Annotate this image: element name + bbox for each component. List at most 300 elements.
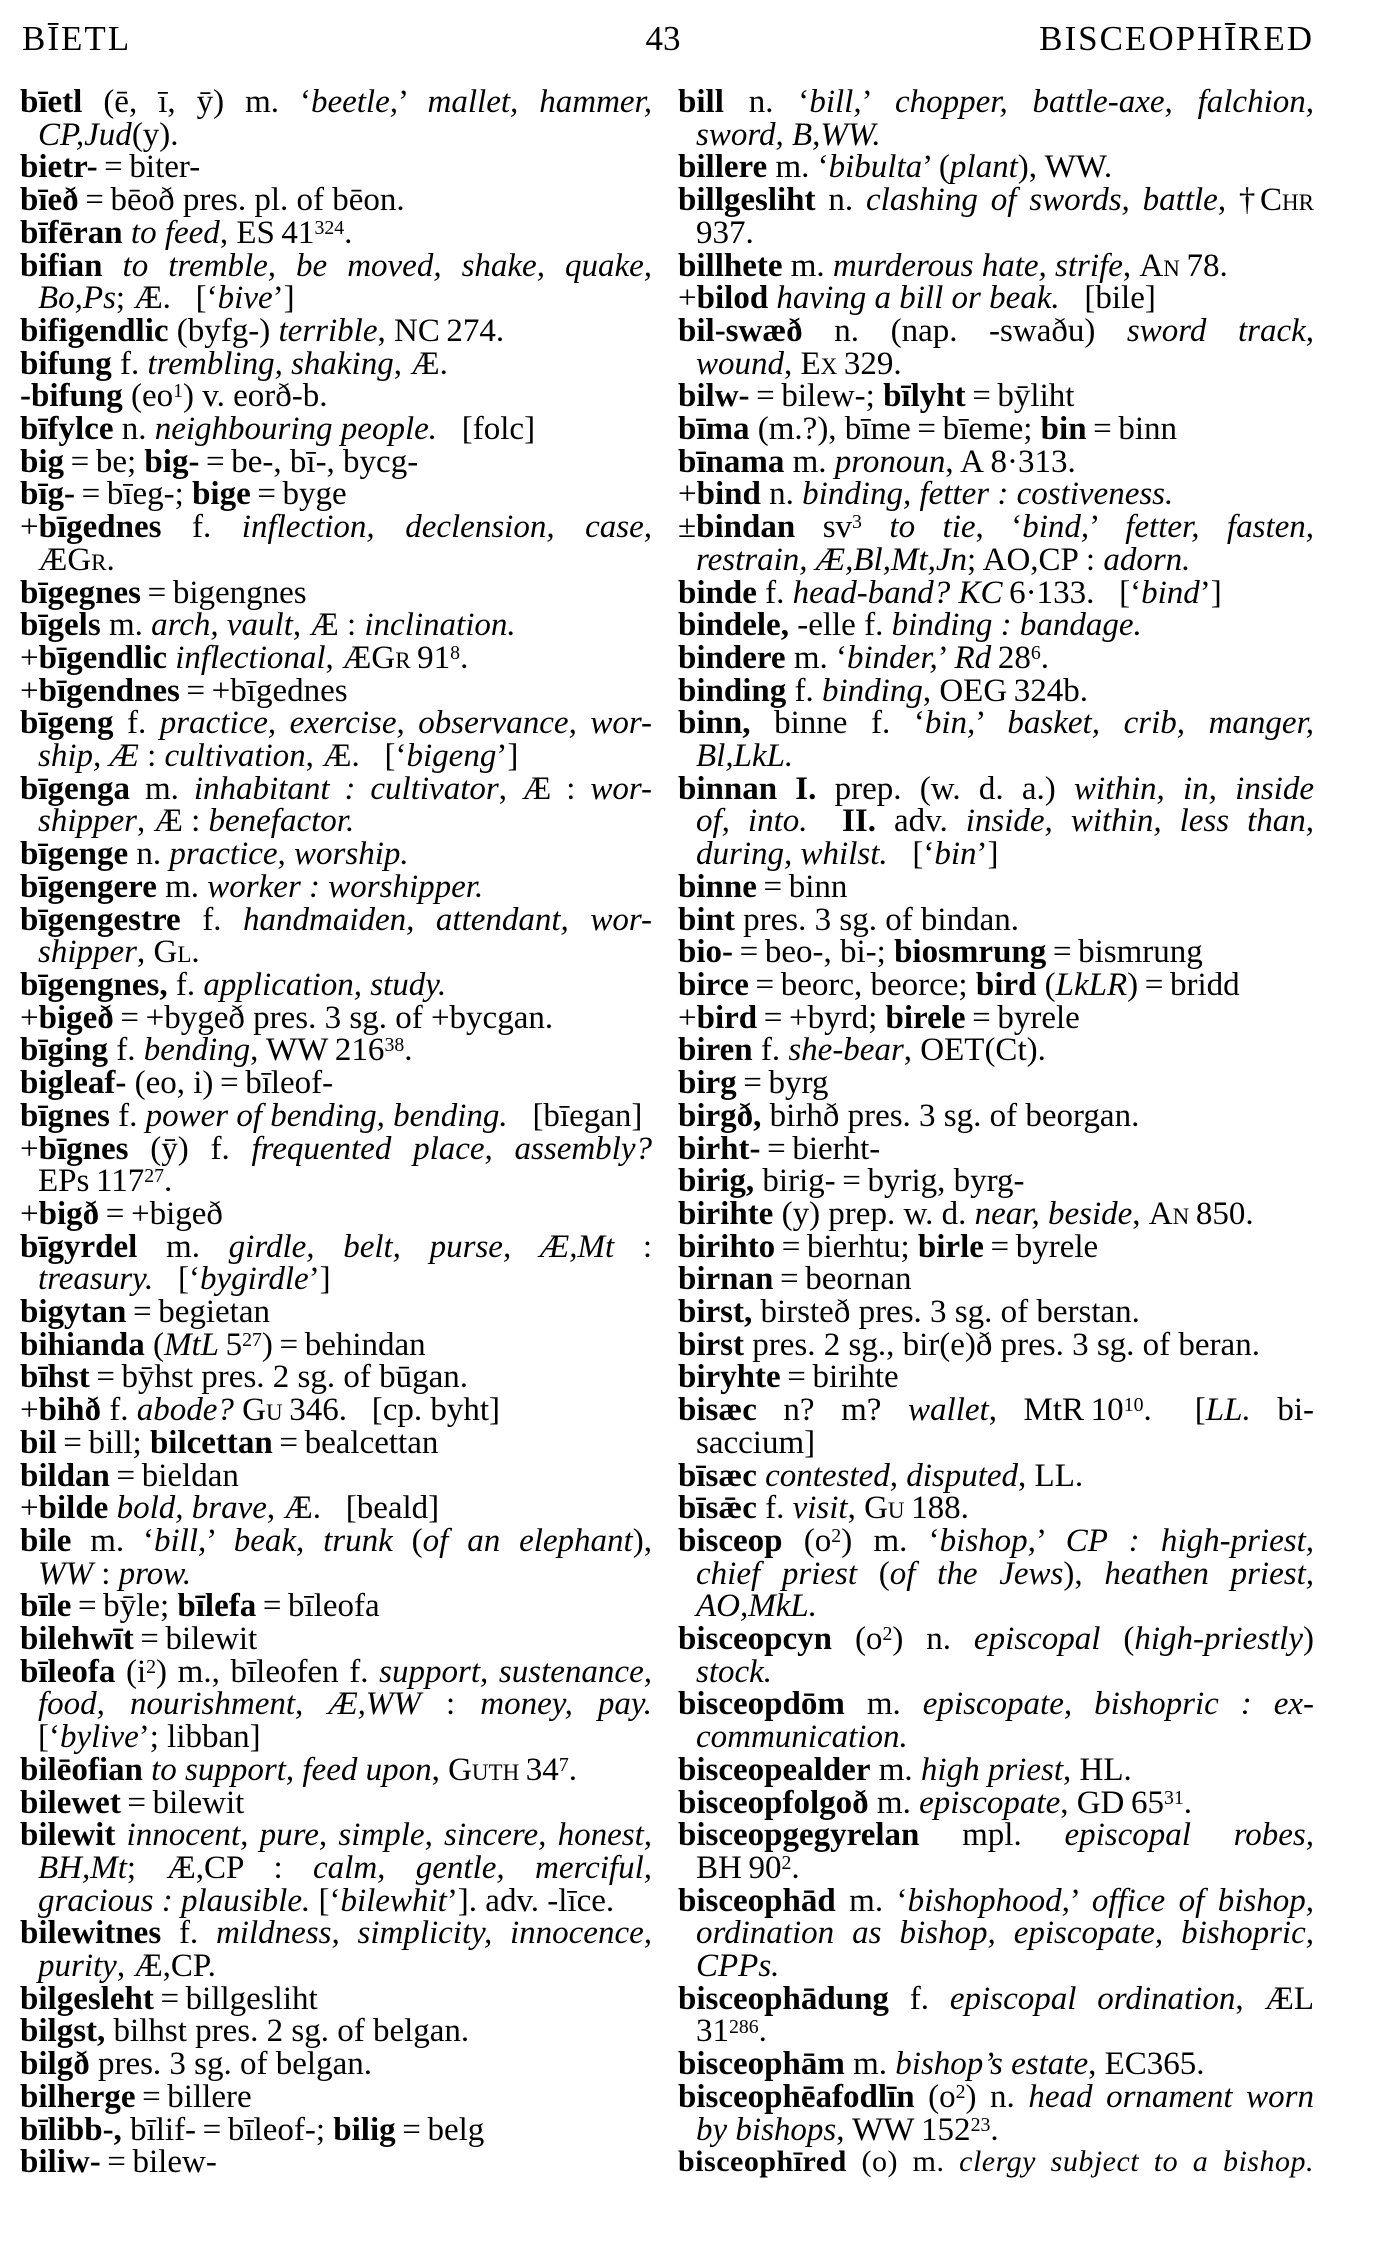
entry-text: , OET(Ct). xyxy=(903,1032,1046,1069)
entry-text: f. xyxy=(756,574,793,611)
definition: plant xyxy=(949,149,1018,186)
definition: chief priest xyxy=(696,1555,858,1592)
entry-text: . xyxy=(990,2111,999,2148)
entry-first-line xyxy=(678,966,1314,1003)
headword: bīgengestre xyxy=(20,901,181,938)
entry-first-line xyxy=(678,151,1314,184)
entry-first-line xyxy=(20,901,652,938)
definition: episcopal ordination xyxy=(949,1980,1236,2017)
dictionary-entry xyxy=(20,1751,652,1788)
definition: cultivation xyxy=(164,738,306,775)
entry-text: , Æ : xyxy=(498,770,591,807)
source-abbreviation: Gu xyxy=(864,1490,905,1527)
superscript-number: 2 xyxy=(146,1655,157,1678)
dictionary-entry xyxy=(678,1623,1314,1688)
headword: biryhte xyxy=(678,1359,781,1396)
entry-first-line xyxy=(20,966,652,1003)
entry-text: f. xyxy=(113,705,160,742)
dictionary-entry xyxy=(20,1228,653,1298)
entry-text: (ē, ī, ȳ) m. ‘ xyxy=(82,84,311,120)
entry-first-line xyxy=(20,86,652,119)
bold-term: birele xyxy=(885,999,966,1036)
entry-text: ’ xyxy=(1069,1882,1092,1919)
entry-text: ’] xyxy=(976,836,999,873)
entry-first-line xyxy=(678,901,1314,938)
dictionary-entry xyxy=(20,443,652,480)
entry-text: ) n. xyxy=(965,2078,1029,2115)
dictionary-entry xyxy=(20,1067,652,1100)
definition: Bl,LkL. xyxy=(696,738,794,775)
entry-text: = biter- xyxy=(97,149,201,186)
headword: birgð, xyxy=(678,1097,762,1134)
entry-text: n. xyxy=(760,476,803,513)
dictionary-entry xyxy=(678,1034,1314,1067)
entry-first-line xyxy=(678,86,1314,119)
headword: bīma xyxy=(678,411,750,448)
definition: bibulta xyxy=(828,149,923,186)
entry-text: ’ ( xyxy=(922,149,950,186)
dictionary-entry xyxy=(678,901,1314,938)
headword: bildan xyxy=(20,1457,110,1494)
entry-text: EPs 117 xyxy=(38,1163,145,1200)
bold-term: bīlyht xyxy=(883,378,966,415)
headword: bilehwīt xyxy=(20,1621,134,1658)
definition: mildness, simplicity, innocence, xyxy=(215,1915,652,1952)
dictionary-entry xyxy=(20,1034,652,1067)
definition: episcopal robes, xyxy=(1064,1817,1314,1854)
bold-term: bilcettan xyxy=(149,1424,273,1461)
headword: birig, xyxy=(678,1163,755,1200)
headword: bisceophīred xyxy=(678,2145,847,2179)
entry-text: = bȳliht xyxy=(965,378,1075,415)
entry-text: = +bīgednes xyxy=(179,672,348,709)
entry-text: , ÆL xyxy=(1235,1980,1314,2017)
dictionary-entry xyxy=(678,2146,1314,2179)
entry-first-line xyxy=(678,1623,1314,1656)
source-abbreviation: Ex xyxy=(800,345,838,382)
headword: bilewet xyxy=(20,1784,121,1821)
entry-continuation-line xyxy=(20,541,652,578)
definition: bishop’s estate xyxy=(895,2046,1089,2083)
headword: birihte xyxy=(678,1195,774,1232)
entry-continuation-line xyxy=(678,345,1314,382)
entry-text: = beorc, beorce; xyxy=(748,966,976,1003)
entry-text: n. (nap. -swaðu) xyxy=(802,312,1127,349)
entry-text: ) v. eorð-b. xyxy=(183,378,328,415)
entry-continuation-line xyxy=(678,838,1314,871)
bold-term: bin xyxy=(1040,411,1087,448)
entry-text: 5 xyxy=(219,1326,243,1363)
entry-text: = bieldan xyxy=(109,1457,239,1494)
headword: bisceopdōm xyxy=(678,1686,845,1723)
entry-text: ), xyxy=(1063,1555,1105,1592)
dictionary-entry xyxy=(20,1195,652,1232)
entry-first-line xyxy=(678,1263,1314,1296)
superscript-number: 7 xyxy=(558,1753,569,1776)
superscript-number: 324 xyxy=(314,216,345,239)
definition: to tremble, be moved, shake, quake, xyxy=(102,247,652,284)
dictionary-entry xyxy=(678,1195,1314,1232)
entry-text: , HL. xyxy=(1063,1751,1132,1788)
entry-text: ( xyxy=(144,1326,164,1363)
definition: gracious : plausible. xyxy=(38,1882,311,1919)
entry-text: ’ xyxy=(206,1522,234,1559)
definition: of, into. xyxy=(696,803,808,840)
headword: bīgendnes xyxy=(38,672,180,709)
definition: terrible xyxy=(278,312,378,349)
definition: BH,Mt xyxy=(38,1849,127,1886)
dictionary-entry xyxy=(678,1228,1314,1265)
definition: WW xyxy=(38,1555,93,1592)
entry-text: m. xyxy=(870,1751,921,1788)
entry-text: = bȳle; xyxy=(71,1588,178,1625)
dictionary-entry xyxy=(20,838,652,871)
entry-text: f. xyxy=(161,1915,216,1952)
definition: office of bishop, xyxy=(1091,1882,1314,1919)
entry-text: birig- = byrig, byrg- xyxy=(754,1163,1025,1200)
entry-first-line xyxy=(678,1492,1314,1525)
entry-first-line xyxy=(678,1326,1314,1363)
entry-text: adv. xyxy=(875,803,966,840)
definition: binder, xyxy=(847,639,938,676)
entry-text: = bierht- xyxy=(760,1130,881,1167)
left-column xyxy=(20,86,652,2179)
entry-text: ’ xyxy=(975,705,1008,742)
entry-text: 329. xyxy=(837,345,902,382)
entry-text: ) = behindan xyxy=(261,1326,426,1363)
entry-text: ), WW. xyxy=(1017,149,1113,186)
headword: biliw- xyxy=(20,2144,101,2181)
definition: prow. xyxy=(118,1555,192,1592)
entry-text: + xyxy=(20,1392,39,1429)
dictionary-entry xyxy=(20,1326,652,1363)
definition: mallet, hammer, xyxy=(427,84,652,120)
definition: handmaiden, attendant, wor- xyxy=(242,901,652,938)
definition: money, pay. xyxy=(480,1686,652,1723)
entry-text: + xyxy=(20,672,39,709)
definition: neighbouring people. xyxy=(154,411,438,448)
entry-text: (ȳ) f. xyxy=(128,1130,252,1167)
entry-first-line xyxy=(20,1917,652,1950)
definition: frequented place, assembly? xyxy=(251,1130,652,1167)
dictionary-entry xyxy=(678,1980,1314,2050)
entry-text: = bilewit xyxy=(133,1621,258,1658)
entry-first-line xyxy=(20,1097,652,1134)
entry-first-line xyxy=(20,1424,652,1461)
entry-first-line xyxy=(20,1819,652,1852)
definition: support, sustenance, xyxy=(379,1653,652,1690)
definition: CPPs. xyxy=(696,1948,780,1985)
dictionary-entry xyxy=(678,247,1314,284)
definition: arch, vault xyxy=(151,607,293,644)
entry-text: m. ‘ xyxy=(785,639,847,676)
bold-term: bīlefa xyxy=(177,1588,257,1625)
entry-text: + xyxy=(20,1490,39,1527)
dictionary-entry xyxy=(678,312,1315,382)
entry-continuation-line xyxy=(20,116,652,153)
entry-text: 31 xyxy=(696,2013,729,2050)
entry-text: ’] xyxy=(308,1261,331,1298)
dictionary-entry xyxy=(20,1394,652,1427)
entry-continuation-line xyxy=(20,805,652,838)
entry-text: (m.?), bīme = bīeme; xyxy=(749,411,1041,448)
entry-text: . xyxy=(1183,1784,1193,1821)
headword: bilgst, xyxy=(20,2013,106,2050)
dictionary-entry xyxy=(678,184,1314,249)
source-abbreviation: Gl. xyxy=(153,934,200,971)
headword: bietr- xyxy=(20,149,98,186)
entry-text: = bēoð pres. pl. of bēon. xyxy=(78,182,405,219)
headword: binn, xyxy=(678,705,751,742)
headword: big xyxy=(20,443,65,480)
entry-text: , NC 274. xyxy=(377,312,505,349)
entry-text: [‘ xyxy=(153,1261,200,1298)
definition: episcopate, bishopric : ex- xyxy=(922,1686,1315,1723)
entry-text: , Æ : xyxy=(137,803,209,840)
entry-first-line xyxy=(20,151,652,184)
entry-continuation-line xyxy=(678,2015,1314,2048)
entry-text: (y) prep. w. d. xyxy=(773,1195,975,1232)
entry-text: 937. xyxy=(696,214,754,251)
headword: birihto xyxy=(678,1228,776,1265)
headword: bil-swæð xyxy=(678,312,803,349)
definition: binding : bandage. xyxy=(891,607,1142,644)
entry-first-line xyxy=(678,247,1314,284)
dictionary-entry xyxy=(20,705,653,775)
headword: bīnama xyxy=(678,443,785,480)
headword: bīetl xyxy=(20,84,83,120)
entry-text: = bill; xyxy=(56,1424,150,1461)
entry-text: + xyxy=(678,999,697,1036)
dictionary-entry xyxy=(20,609,652,642)
dictionary-entry xyxy=(678,1819,1314,1884)
entry-continuation-line xyxy=(678,1721,1314,1754)
headword: bilherge xyxy=(20,2078,136,2115)
entry-continuation-line xyxy=(678,1653,1314,1690)
entry-text: + xyxy=(20,1195,39,1232)
definition: beak, trunk xyxy=(233,1522,393,1559)
definition: bilewhit xyxy=(340,1882,447,1919)
entry-text: , Æ. xyxy=(393,345,448,382)
entry-first-line xyxy=(20,345,652,382)
entry-text: f. xyxy=(109,1097,146,1134)
headword: bīgengere xyxy=(20,868,157,905)
entry-first-line xyxy=(20,1784,652,1821)
dictionary-entry xyxy=(20,999,652,1036)
entry-text: [‘ xyxy=(887,836,935,873)
dictionary-entry xyxy=(20,214,652,251)
entry-first-line xyxy=(678,1394,1314,1427)
definition: inhabitant : cultivator xyxy=(193,770,499,807)
entry-text: : xyxy=(92,1555,119,1592)
definition: stock. xyxy=(696,1653,773,1690)
dictionary-entry xyxy=(20,151,652,184)
entry-text: , LL. xyxy=(1018,1457,1084,1494)
entry-first-line xyxy=(20,868,652,905)
entry-first-line xyxy=(20,639,652,676)
entry-continuation-line xyxy=(20,1555,652,1592)
headword: bilgð xyxy=(20,2046,90,2083)
headword: bisceophēafodlīn xyxy=(678,2078,915,2115)
definition: to support, feed upon xyxy=(142,1751,432,1788)
entry-first-line xyxy=(20,478,652,511)
entry-text: , ‘ xyxy=(975,509,1023,546)
headword: bīgenge xyxy=(20,836,129,873)
definition: wor- xyxy=(590,770,652,807)
headword: bisceop xyxy=(678,1522,783,1559)
definition: wound xyxy=(696,345,785,382)
definition: CP : high-priest, xyxy=(1065,1522,1314,1559)
entry-text: (o) m. xyxy=(846,2145,960,2179)
entry-text: , Æ. [beald] xyxy=(266,1490,440,1527)
entry-text: ± xyxy=(678,509,697,546)
headword: birg xyxy=(678,1065,737,1102)
definition: restrain, Æ,Bl,Mt,Jn xyxy=(696,541,968,578)
headword: bihianda xyxy=(20,1326,145,1363)
headword: bīgnes xyxy=(38,1130,129,1167)
dictionary-entry xyxy=(20,639,652,676)
headword: bīgnes xyxy=(20,1097,110,1134)
entry-first-line xyxy=(678,609,1314,642)
headword: bīgeng xyxy=(20,705,114,742)
entry-text: (byfg-) xyxy=(168,312,279,349)
entry-text: (i xyxy=(115,1653,147,1690)
entry-text: ’ xyxy=(861,84,895,120)
entry-continuation-line xyxy=(678,2111,1314,2148)
entry-first-line xyxy=(20,1623,652,1656)
dictionary-entry xyxy=(20,478,652,511)
entry-first-line xyxy=(678,443,1314,480)
entry-text: binne f. ‘ xyxy=(750,705,925,742)
entry-first-line xyxy=(20,2111,652,2148)
running-head-left: BĪETL xyxy=(22,19,132,58)
headword: billhete xyxy=(678,247,783,284)
entry-text: , GD 65 xyxy=(1060,1784,1164,1821)
definition: adorn. xyxy=(1103,541,1191,578)
entry-text: , xyxy=(431,1751,449,1788)
entry-first-line xyxy=(678,511,1314,544)
dictionary-entry xyxy=(20,1424,652,1461)
superscript-number: 2 xyxy=(831,1525,842,1548)
definition: LL. xyxy=(1205,1392,1251,1429)
entry-text: [bile] xyxy=(1059,280,1156,317)
dictionary-entry xyxy=(678,1882,1314,1985)
superscript-number: 23 xyxy=(970,2113,991,2136)
headword: bīgels xyxy=(20,607,101,644)
definition: beetle, xyxy=(310,84,398,120)
definition: head ornament worn xyxy=(1028,2078,1314,2115)
superscript-number: 27 xyxy=(242,1328,262,1351)
entry-text: : xyxy=(420,1686,481,1723)
entry-first-line xyxy=(20,2048,652,2081)
entry-first-line xyxy=(20,443,652,480)
dictionary-entry xyxy=(20,1457,652,1494)
headword: bilewit xyxy=(20,1817,116,1854)
entry-first-line xyxy=(20,1034,652,1067)
definition: bive xyxy=(217,280,273,317)
dictionary-entry xyxy=(678,443,1314,480)
entry-text: = be; xyxy=(64,443,145,480)
headword: bīgenga xyxy=(20,770,131,807)
entry-text: m. xyxy=(156,868,208,905)
entry-first-line xyxy=(20,1522,652,1559)
entry-text: ) m., bīleofen f. xyxy=(156,1653,380,1690)
entry-text: , EC365. xyxy=(1088,2046,1205,2083)
dictionary-entry xyxy=(678,639,1314,676)
entry-first-line xyxy=(20,511,652,544)
headword: binne xyxy=(678,868,757,905)
entry-text: ; AO,CP : xyxy=(967,541,1104,578)
headword: bīging xyxy=(20,1032,109,1069)
headword: bigytan xyxy=(20,1294,127,1331)
definition: trembling, shaking xyxy=(147,345,394,382)
dictionary-entry xyxy=(20,380,652,413)
entry-first-line xyxy=(678,1130,1314,1167)
entry-text: n. xyxy=(815,182,867,219)
entry-text: f. xyxy=(161,509,242,546)
entry-text: m. ‘ xyxy=(71,1522,155,1559)
definition: high-priestly xyxy=(1134,1621,1303,1658)
definition: bold, brave xyxy=(108,1490,267,1527)
entry-text: . xyxy=(460,639,469,676)
definition: AO,MkL. xyxy=(696,1588,817,1625)
headword: birst, xyxy=(678,1294,753,1331)
entry-first-line xyxy=(678,2078,1314,2115)
entry-first-line xyxy=(20,1492,652,1525)
entry-text: , A 8·313. xyxy=(945,443,1076,480)
definition: heathen priest, xyxy=(1104,1555,1314,1592)
entry-text: f. xyxy=(101,1392,137,1429)
definition: bin xyxy=(934,836,977,873)
headword: bīg- xyxy=(20,476,76,513)
entry-text: , † xyxy=(1217,182,1261,219)
headword: binnan I. xyxy=(678,770,817,807)
headword: bilde xyxy=(38,1490,109,1527)
running-head-right: BISCEOPHĪRED xyxy=(1039,19,1314,58)
entry-first-line xyxy=(20,2078,652,2115)
dictionary-entry xyxy=(20,966,652,1003)
entry-text: = billere xyxy=(135,2078,252,2115)
dictionary-entry xyxy=(20,1296,652,1329)
bold-term: birle xyxy=(917,1228,984,1265)
entry-text: , xyxy=(1132,1195,1149,1232)
entry-first-line xyxy=(20,770,652,807)
headword: bio- xyxy=(678,934,734,971)
definition: episcopal xyxy=(973,1621,1101,1658)
definition: wallet xyxy=(908,1392,989,1429)
dictionary-entry xyxy=(678,1263,1314,1296)
entry-continuation-line xyxy=(20,282,652,315)
headword: bīfylce xyxy=(20,411,114,448)
superscript-number: 6 xyxy=(1030,642,1041,665)
entry-first-line xyxy=(20,1394,652,1427)
entry-text: = bȳhst pres. 2 sg. of būgan. xyxy=(89,1359,469,1396)
dictionary-entry xyxy=(678,672,1314,709)
definition: practice, exercise, observance, wor- xyxy=(159,705,653,742)
bold-term: big- xyxy=(144,443,200,480)
entry-first-line xyxy=(20,1130,652,1167)
dictionary-entry xyxy=(20,901,652,971)
definition: during, whilst. xyxy=(696,836,888,873)
headword: bifung xyxy=(20,345,112,382)
entry-continuation-line xyxy=(20,1950,652,1983)
dictionary-entry xyxy=(678,705,1315,775)
superscript-number: 31 xyxy=(1164,1786,1184,1809)
entry-continuation-line xyxy=(20,1849,652,1886)
headword: bile xyxy=(20,1522,72,1559)
entry-text: . xyxy=(164,1163,173,1200)
entry-text: f. xyxy=(752,1032,789,1069)
